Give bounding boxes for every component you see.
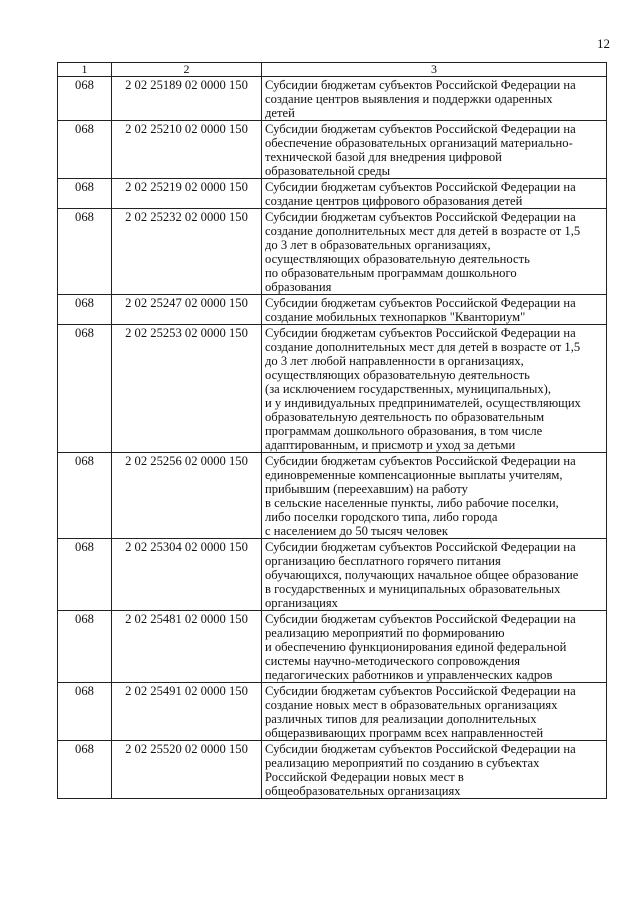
description-line: детей <box>265 106 295 120</box>
description-line: с населением до 50 тысяч человек <box>265 524 448 538</box>
budget-code-cell: 2 02 25232 02 0000 150 <box>112 209 262 295</box>
table-row <box>58 179 607 209</box>
description-line: Субсидии бюджетам субъектов Российской Федерации на <box>265 122 576 136</box>
table-row <box>58 453 607 539</box>
description-line: и обеспечению функционирования единой федеральной <box>265 640 567 654</box>
budget-code-cell: 2 02 25304 02 0000 150 <box>112 539 262 611</box>
description-line: организацию бесплатного горячего питания <box>265 554 501 568</box>
column-header-3: 3 <box>262 63 607 77</box>
table-row <box>58 295 607 325</box>
table-body <box>58 77 607 799</box>
description-line: Субсидии бюджетам субъектов Российской Федерации на <box>265 454 576 468</box>
admin-code-cell: 068 <box>58 179 112 209</box>
description-line: образования <box>265 280 332 294</box>
description-line: реализацию мероприятий по формированию <box>265 626 505 640</box>
table-row <box>58 539 607 611</box>
description-line: Субсидии бюджетам субъектов Российской Федерации на <box>265 684 576 698</box>
description-line: создание новых мест в образовательных организациях <box>265 698 558 712</box>
budget-code-cell: 2 02 25189 02 0000 150 <box>112 77 262 121</box>
description-line: Субсидии бюджетам субъектов Российской Федерации на <box>265 326 576 340</box>
table-header <box>58 63 607 77</box>
description-line: Субсидии бюджетам субъектов Российской Федерации на <box>265 180 576 194</box>
description-cell <box>262 295 607 325</box>
admin-code-cell: 068 <box>58 295 112 325</box>
description-line: образовательной среды <box>265 164 391 178</box>
description-line: единовременные компенсационные выплаты учителям, <box>265 468 563 482</box>
description-line: адаптированным, и присмотр и уход за детьми <box>265 438 516 452</box>
description-line: общеразвивающих программ всех направленностей <box>265 726 544 740</box>
description-line: в сельские населенные пункты, либо рабочие поселки, <box>265 496 559 510</box>
description-line: обеспечение образовательных организаций материально- <box>265 136 573 150</box>
description-line: осуществляющих образовательную деятельность <box>265 368 530 382</box>
table-row <box>58 325 607 453</box>
table-header-row <box>58 63 607 77</box>
description-line: системы научно-методического сопровождения <box>265 654 521 668</box>
description-line: программам дошкольного образования, в том числе <box>265 424 543 438</box>
description-line: Субсидии бюджетам субъектов Российской Федерации на <box>265 296 576 310</box>
table-row <box>58 611 607 683</box>
admin-code-cell: 068 <box>58 121 112 179</box>
admin-code-cell: 068 <box>58 209 112 295</box>
description-line: технической базой для внедрения цифровой <box>265 150 502 164</box>
description-line: (за исключением государственных, муниципальных), <box>265 382 551 396</box>
budget-code-cell: 2 02 25491 02 0000 150 <box>112 683 262 741</box>
description-cell <box>262 539 607 611</box>
description-cell <box>262 121 607 179</box>
page-number: 12 <box>597 36 610 51</box>
description-line: образовательную деятельность по образовательным <box>265 410 545 424</box>
description-line: осуществляющих образовательную деятельность <box>265 252 530 266</box>
description-line: общеобразовательных организациях <box>265 784 461 798</box>
budget-code-cell: 2 02 25481 02 0000 150 <box>112 611 262 683</box>
description-cell <box>262 611 607 683</box>
description-cell <box>262 741 607 799</box>
description-cell <box>262 325 607 453</box>
description-line: по образовательным программам дошкольного <box>265 266 517 280</box>
description-line: Субсидии бюджетам субъектов Российской Федерации на <box>265 742 576 756</box>
budget-code-cell: 2 02 25256 02 0000 150 <box>112 453 262 539</box>
budget-code-cell: 2 02 25219 02 0000 150 <box>112 179 262 209</box>
budget-code-cell: 2 02 25520 02 0000 150 <box>112 741 262 799</box>
description-line: и у индивидуальных предпринимателей, осуществляющих <box>265 396 581 410</box>
column-header-2: 2 <box>112 63 262 77</box>
description-cell <box>262 683 607 741</box>
description-line: Субсидии бюджетам субъектов Российской Федерации на <box>265 78 576 92</box>
admin-code-cell: 068 <box>58 611 112 683</box>
budget-code-cell: 2 02 25210 02 0000 150 <box>112 121 262 179</box>
description-line: прибывшим (переехавшим) на работу <box>265 482 468 496</box>
description-line: Субсидии бюджетам субъектов Российской Федерации на <box>265 210 576 224</box>
description-line: организациях <box>265 596 338 610</box>
description-line: в государственных и муниципальных образовательных <box>265 582 561 596</box>
budget-code-cell: 2 02 25247 02 0000 150 <box>112 295 262 325</box>
admin-code-cell: 068 <box>58 453 112 539</box>
table-row <box>58 77 607 121</box>
description-line: создание мобильных технопарков "Кванториум" <box>265 310 526 324</box>
description-line: до 3 лет в образовательных организациях, <box>265 238 491 252</box>
description-cell <box>262 209 607 295</box>
admin-code-cell: 068 <box>58 77 112 121</box>
description-line: Российской Федерации новых мест в <box>265 770 464 784</box>
description-cell <box>262 179 607 209</box>
admin-code-cell: 068 <box>58 683 112 741</box>
description-line: Субсидии бюджетам субъектов Российской Федерации на <box>265 540 576 554</box>
admin-code-cell: 068 <box>58 539 112 611</box>
description-line: создание центров цифрового образования детей <box>265 194 523 208</box>
description-line: педагогических работников и управленческих кадров <box>265 668 553 682</box>
table-row <box>58 683 607 741</box>
table-row <box>58 741 607 799</box>
budget-code-cell: 2 02 25253 02 0000 150 <box>112 325 262 453</box>
budget-codes-table <box>57 62 607 799</box>
admin-code-cell: 068 <box>58 741 112 799</box>
description-line: различных типов для реализации дополнительных <box>265 712 537 726</box>
table-row <box>58 121 607 179</box>
description-line: создание центров выявления и поддержки одаренных <box>265 92 553 106</box>
column-header-1: 1 <box>58 63 112 77</box>
description-cell <box>262 453 607 539</box>
table-row <box>58 209 607 295</box>
admin-code-cell: 068 <box>58 325 112 453</box>
description-line: либо поселки городского типа, либо города <box>265 510 498 524</box>
description-line: создание дополнительных мест для детей в возрасте от 1,5 <box>265 340 581 354</box>
description-cell <box>262 77 607 121</box>
description-line: реализацию мероприятий по созданию в субъектах <box>265 756 540 770</box>
description-line: создание дополнительных мест для детей в возрасте от 1,5 <box>265 224 581 238</box>
description-line: Субсидии бюджетам субъектов Российской Федерации на <box>265 612 576 626</box>
description-line: до 3 лет любой направленности в организациях, <box>265 354 524 368</box>
description-line: обучающихся, получающих начальное общее образование <box>265 568 579 582</box>
